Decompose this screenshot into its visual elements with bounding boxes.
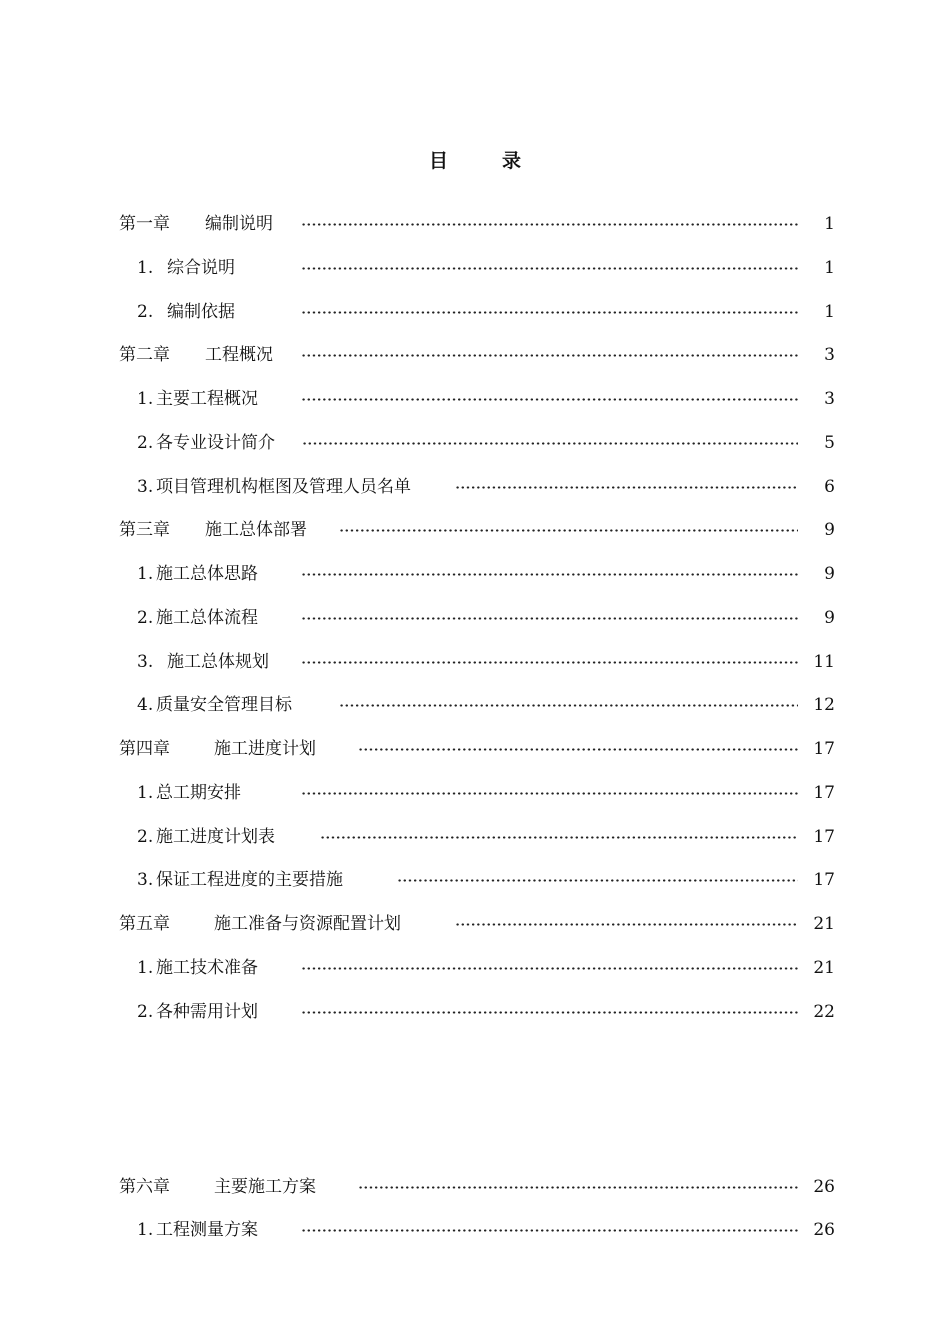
toc-page-number: 17 — [813, 739, 835, 759]
toc-leader-dots — [301, 267, 798, 270]
toc-section-row[interactable] — [0, 429, 950, 457]
toc-number: 4. — [137, 695, 154, 715]
toc-leader-dots — [301, 661, 798, 664]
toc-title-right: 录 — [502, 150, 522, 172]
toc-number: 1. — [137, 783, 154, 803]
toc-section-row[interactable] — [0, 298, 950, 326]
toc-page-number: 21 — [813, 914, 835, 934]
toc-label: 主要施工方案 — [214, 1177, 316, 1197]
toc-label: 施工总体部署 — [205, 520, 307, 540]
toc-page-number: 1 — [824, 258, 835, 278]
toc-number: 2. — [137, 302, 154, 322]
toc-leader-dots — [301, 398, 798, 401]
toc-title — [0, 146, 950, 173]
toc-leader-dots — [302, 442, 798, 445]
toc-number: 第二章 — [119, 345, 170, 365]
toc-page-number: 26 — [813, 1220, 835, 1240]
toc-number: 1. — [137, 389, 154, 409]
toc-page-number: 1 — [824, 214, 835, 234]
toc-label: 施工准备与资源配置计划 — [214, 914, 401, 934]
toc-section-row[interactable] — [0, 1216, 950, 1244]
toc-page-number: 11 — [813, 652, 835, 672]
toc-label: 工程测量方案 — [156, 1220, 258, 1240]
toc-number: 3. — [137, 870, 154, 890]
toc-page-number: 3 — [824, 345, 835, 365]
toc-page-number: 12 — [813, 695, 835, 715]
toc-section-row[interactable] — [0, 604, 950, 632]
toc-page-number: 9 — [824, 520, 835, 540]
toc-chapter-row[interactable] — [0, 1173, 950, 1201]
toc-section-row[interactable] — [0, 866, 950, 894]
toc-page-number: 21 — [813, 958, 835, 978]
toc-number: 2. — [137, 1002, 154, 1022]
toc-leader-dots — [320, 836, 798, 839]
toc-section-row[interactable] — [0, 385, 950, 413]
toc-label: 工程概况 — [205, 345, 273, 365]
toc-section-row[interactable] — [0, 823, 950, 851]
toc-page-number: 26 — [813, 1177, 835, 1197]
toc-label: 施工技术准备 — [156, 958, 258, 978]
toc-label: 施工总体思路 — [156, 564, 258, 584]
toc-leader-dots — [358, 1186, 798, 1189]
toc-number: 2. — [137, 827, 154, 847]
toc-page-number: 6 — [824, 477, 835, 497]
toc-chapter-row[interactable] — [0, 516, 950, 544]
toc-label: 施工总体流程 — [156, 608, 258, 628]
toc-section-row[interactable] — [0, 560, 950, 588]
toc-leader-dots — [301, 311, 798, 314]
toc-section-row[interactable] — [0, 473, 950, 501]
toc-leader-dots — [358, 748, 798, 751]
toc-label: 各种需用计划 — [156, 1002, 258, 1022]
toc-label: 总工期安排 — [156, 783, 241, 803]
toc-number: 第六章 — [119, 1177, 170, 1197]
toc-number: 2. — [137, 608, 154, 628]
toc-chapter-row[interactable] — [0, 210, 950, 238]
toc-number: 1. — [137, 564, 154, 584]
toc-leader-dots — [301, 1229, 798, 1232]
toc-leader-dots — [301, 354, 798, 357]
toc-chapter-row[interactable] — [0, 910, 950, 938]
toc-number: 第一章 — [119, 214, 170, 234]
toc-leader-dots — [397, 879, 798, 882]
toc-leader-dots — [339, 529, 798, 532]
toc-label: 各专业设计简介 — [156, 433, 275, 453]
toc-label: 项目管理机构框图及管理人员名单 — [156, 477, 411, 497]
toc-page-number: 1 — [824, 302, 835, 322]
toc-number: 2. — [137, 433, 154, 453]
toc-label: 质量安全管理目标 — [156, 695, 292, 715]
toc-label: 主要工程概况 — [156, 389, 258, 409]
toc-leader-dots — [301, 223, 798, 226]
toc-leader-dots — [455, 923, 798, 926]
toc-label: 保证工程进度的主要措施 — [156, 870, 343, 890]
toc-label: 综合说明 — [167, 258, 235, 278]
toc-number: 第三章 — [119, 520, 170, 540]
toc-section-row[interactable] — [0, 998, 950, 1026]
toc-page-number: 3 — [824, 389, 835, 409]
toc-page-number: 5 — [824, 433, 835, 453]
toc-number: 第四章 — [119, 739, 170, 759]
toc-number: 1. — [137, 1220, 154, 1240]
toc-number: 1. — [137, 958, 154, 978]
toc-label: 编制说明 — [205, 214, 273, 234]
toc-leader-dots — [301, 967, 798, 970]
toc-chapter-row[interactable] — [0, 735, 950, 763]
toc-page-number: 17 — [813, 827, 835, 847]
toc-section-row[interactable] — [0, 954, 950, 982]
toc-label: 施工总体规划 — [167, 652, 269, 672]
toc-page-number: 22 — [813, 1002, 835, 1022]
toc-number: 3. — [137, 652, 154, 672]
toc-label: 编制依据 — [167, 302, 235, 322]
toc-page-number: 9 — [824, 608, 835, 628]
toc-page-number: 9 — [824, 564, 835, 584]
toc-section-row[interactable] — [0, 779, 950, 807]
toc-number: 第五章 — [119, 914, 170, 934]
toc-leader-dots — [301, 792, 798, 795]
toc-leader-dots — [301, 1011, 798, 1014]
toc-chapter-row[interactable] — [0, 341, 950, 369]
toc-number: 1. — [137, 258, 154, 278]
toc-label: 施工进度计划 — [214, 739, 316, 759]
toc-leader-dots — [339, 704, 798, 707]
toc-number: 3. — [137, 477, 154, 497]
toc-leader-dots — [301, 573, 798, 576]
toc-section-row[interactable] — [0, 648, 950, 676]
toc-leader-dots — [301, 617, 798, 620]
toc-page-number: 17 — [813, 783, 835, 803]
toc-leader-dots — [455, 486, 798, 489]
toc-label: 施工进度计划表 — [156, 827, 275, 847]
toc-page-number: 17 — [813, 870, 835, 890]
toc-section-row[interactable] — [0, 254, 950, 282]
toc-title-left: 目 — [428, 150, 448, 172]
toc-section-row[interactable] — [0, 691, 950, 719]
